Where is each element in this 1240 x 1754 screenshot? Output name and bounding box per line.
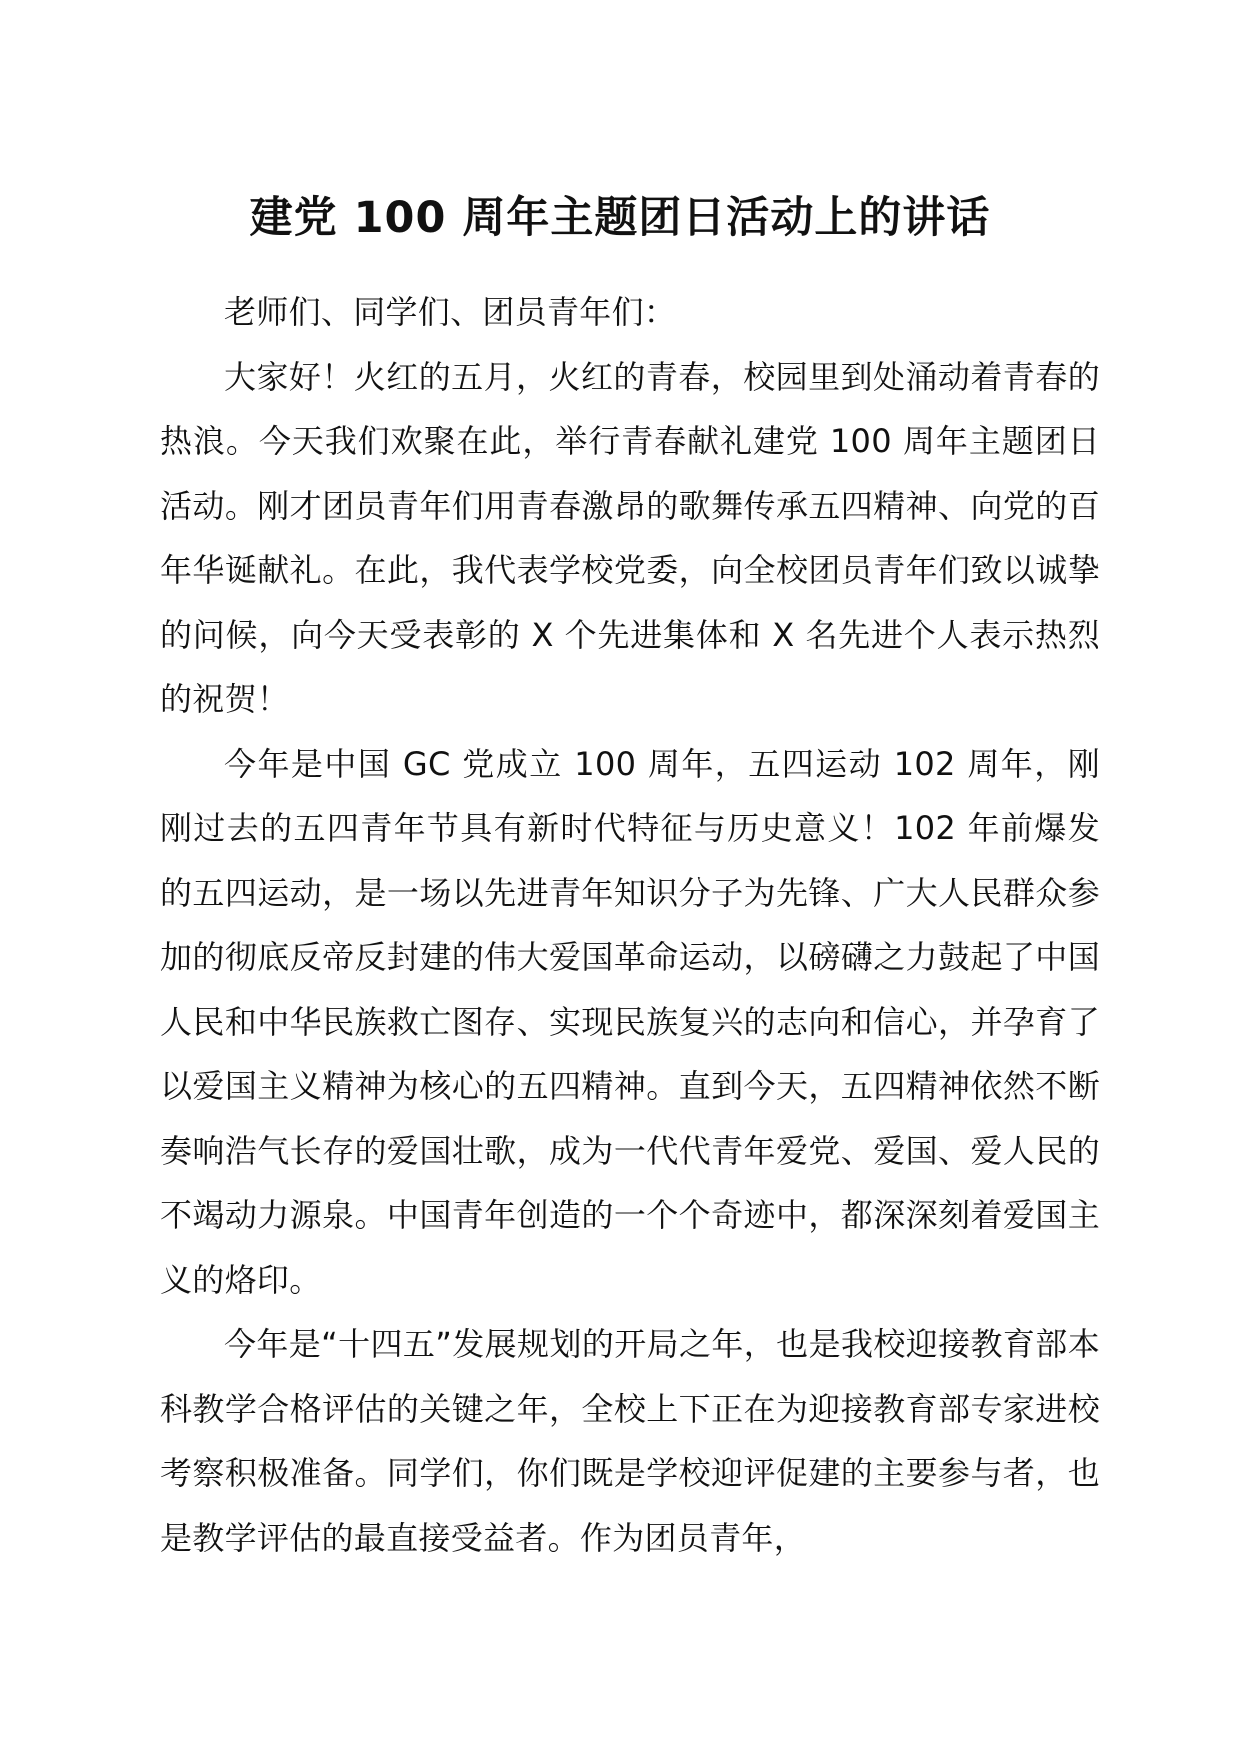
paragraph-2: 今年是中国 GC 党成立 100 周年，五四运动 102 周年，刚刚过去的五四青年节具有新时代特征与历史意义！102 年前爆发的五四运动，是一场以先进青年知识分子为先锋、广大人民群众参加的彻底反帝反封建的伟大爱国革命运动，以磅礴之力鼓起了中国人民和中华民族救亡图存、实现民族复兴的志向和信心，并孕育了以爱国主义精神为核心的五四精神。直到今天，五四精神依然不断奏响浩气长存的爱国壮歌，成为一代代青年爱党、爱国、爱人民的不竭动力源泉。中国青年创造的一个个奇迹中，都深深刻着爱国主义的烙印。 [160, 744, 1100, 1299]
salutation: 老师们、同学们、团员青年们： [224, 293, 677, 331]
document-title: 建党 100 周年主题团日活动上的讲话 [249, 193, 991, 243]
paragraph-1: 大家好！火红的五月，火红的青春，校园里到处涌动着青春的热浪。今天我们欢聚在此，举行青春献礼建党 100 周年主题团日活动。刚才团员青年们用青春激昂的歌舞传承五四精神、向党的百年华诞献礼。在此，我代表学校党委，向全校团员青年们致以诚挚的问候，向今天受表彰的 X 个先进集体和 X 名先进个人表示热烈的祝贺！ [160, 357, 1100, 718]
paragraph-3: 今年是“十四五”发展规划的开局之年，也是我校迎接教育部本科教学合格评估的关键之年，全校上下正在为迎接教育部专家进校考察积极准备。同学们，你们既是学校迎评促建的主要参与者，也是教学评估的最直接受益者。作为团员青年， [160, 1325, 1100, 1557]
speech-body [160, 280, 1100, 1570]
